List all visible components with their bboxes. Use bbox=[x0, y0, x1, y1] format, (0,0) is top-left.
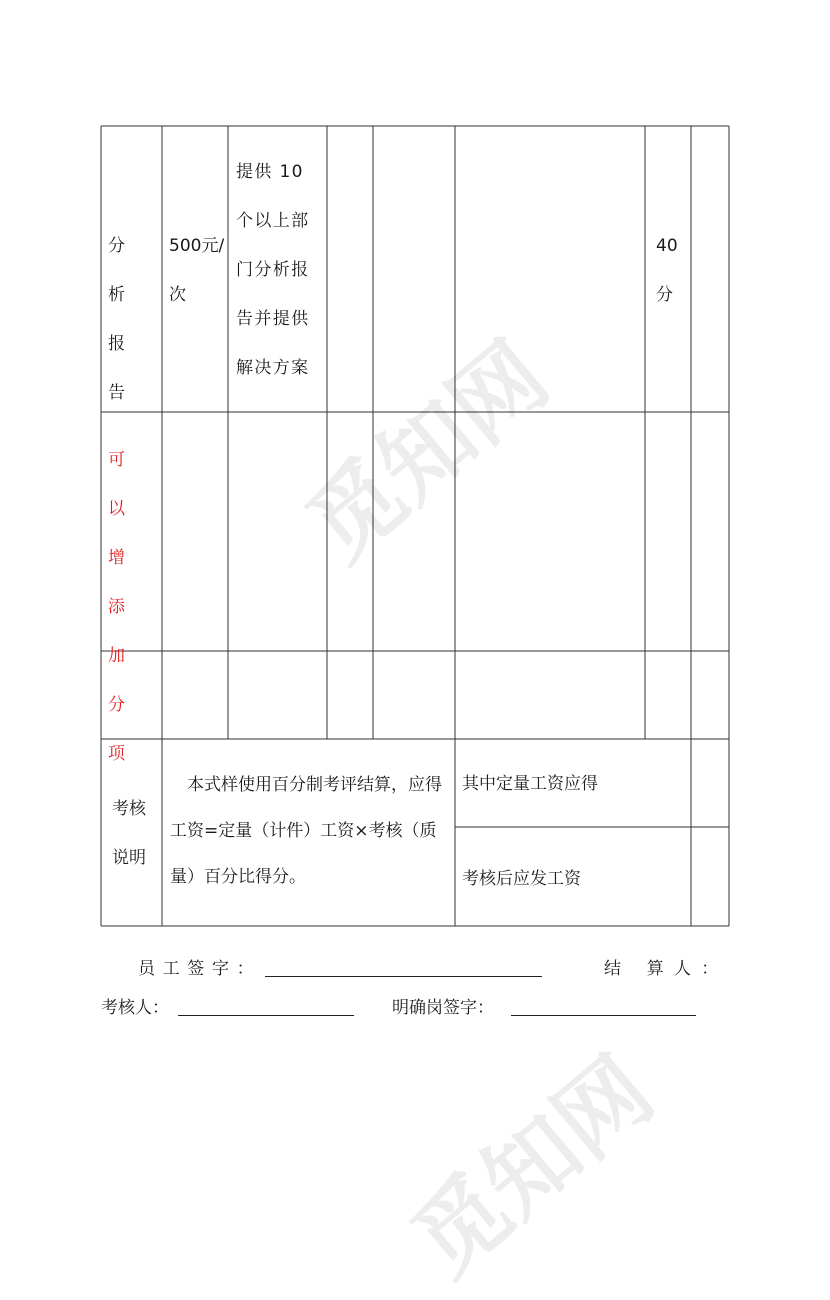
post-signature-label: 明确岗签字： bbox=[392, 998, 494, 1018]
employee-signature-line[interactable] bbox=[265, 976, 542, 977]
employee-signature-label: 员工签字： bbox=[138, 959, 262, 979]
watermark: 觅知网 bbox=[287, 322, 568, 582]
post-signature-line[interactable] bbox=[511, 1015, 696, 1016]
assessor-signature-line[interactable] bbox=[178, 1015, 354, 1016]
fixed-wage-label: 其中定量工资应得 bbox=[462, 774, 598, 794]
cell-score-analysis-report: 40分 bbox=[656, 236, 678, 305]
watermark-bottom: 觅知网 bbox=[392, 1037, 673, 1297]
cell-item-analysis-report: 分析报告 bbox=[108, 236, 135, 403]
cell-item-extra-points: 可以增添加分项 bbox=[108, 450, 135, 764]
remark-label: 考核说明 bbox=[112, 799, 146, 868]
assessor-signature-label: 考核人： bbox=[101, 998, 169, 1018]
remark-text: 本式样使用百分制考评结算，应得工资=定量（计件）工资×考核（质量）百分比得分。 bbox=[170, 775, 442, 887]
settler-signature-label: 结 算人： bbox=[604, 959, 729, 979]
final-wage-label: 考核后应发工资 bbox=[462, 869, 581, 889]
cell-requirement-analysis-report: 提供 10 个以上部门分析报告并提供解决方案 bbox=[236, 162, 310, 378]
cell-price-analysis-report: 500元/次 bbox=[169, 236, 225, 305]
